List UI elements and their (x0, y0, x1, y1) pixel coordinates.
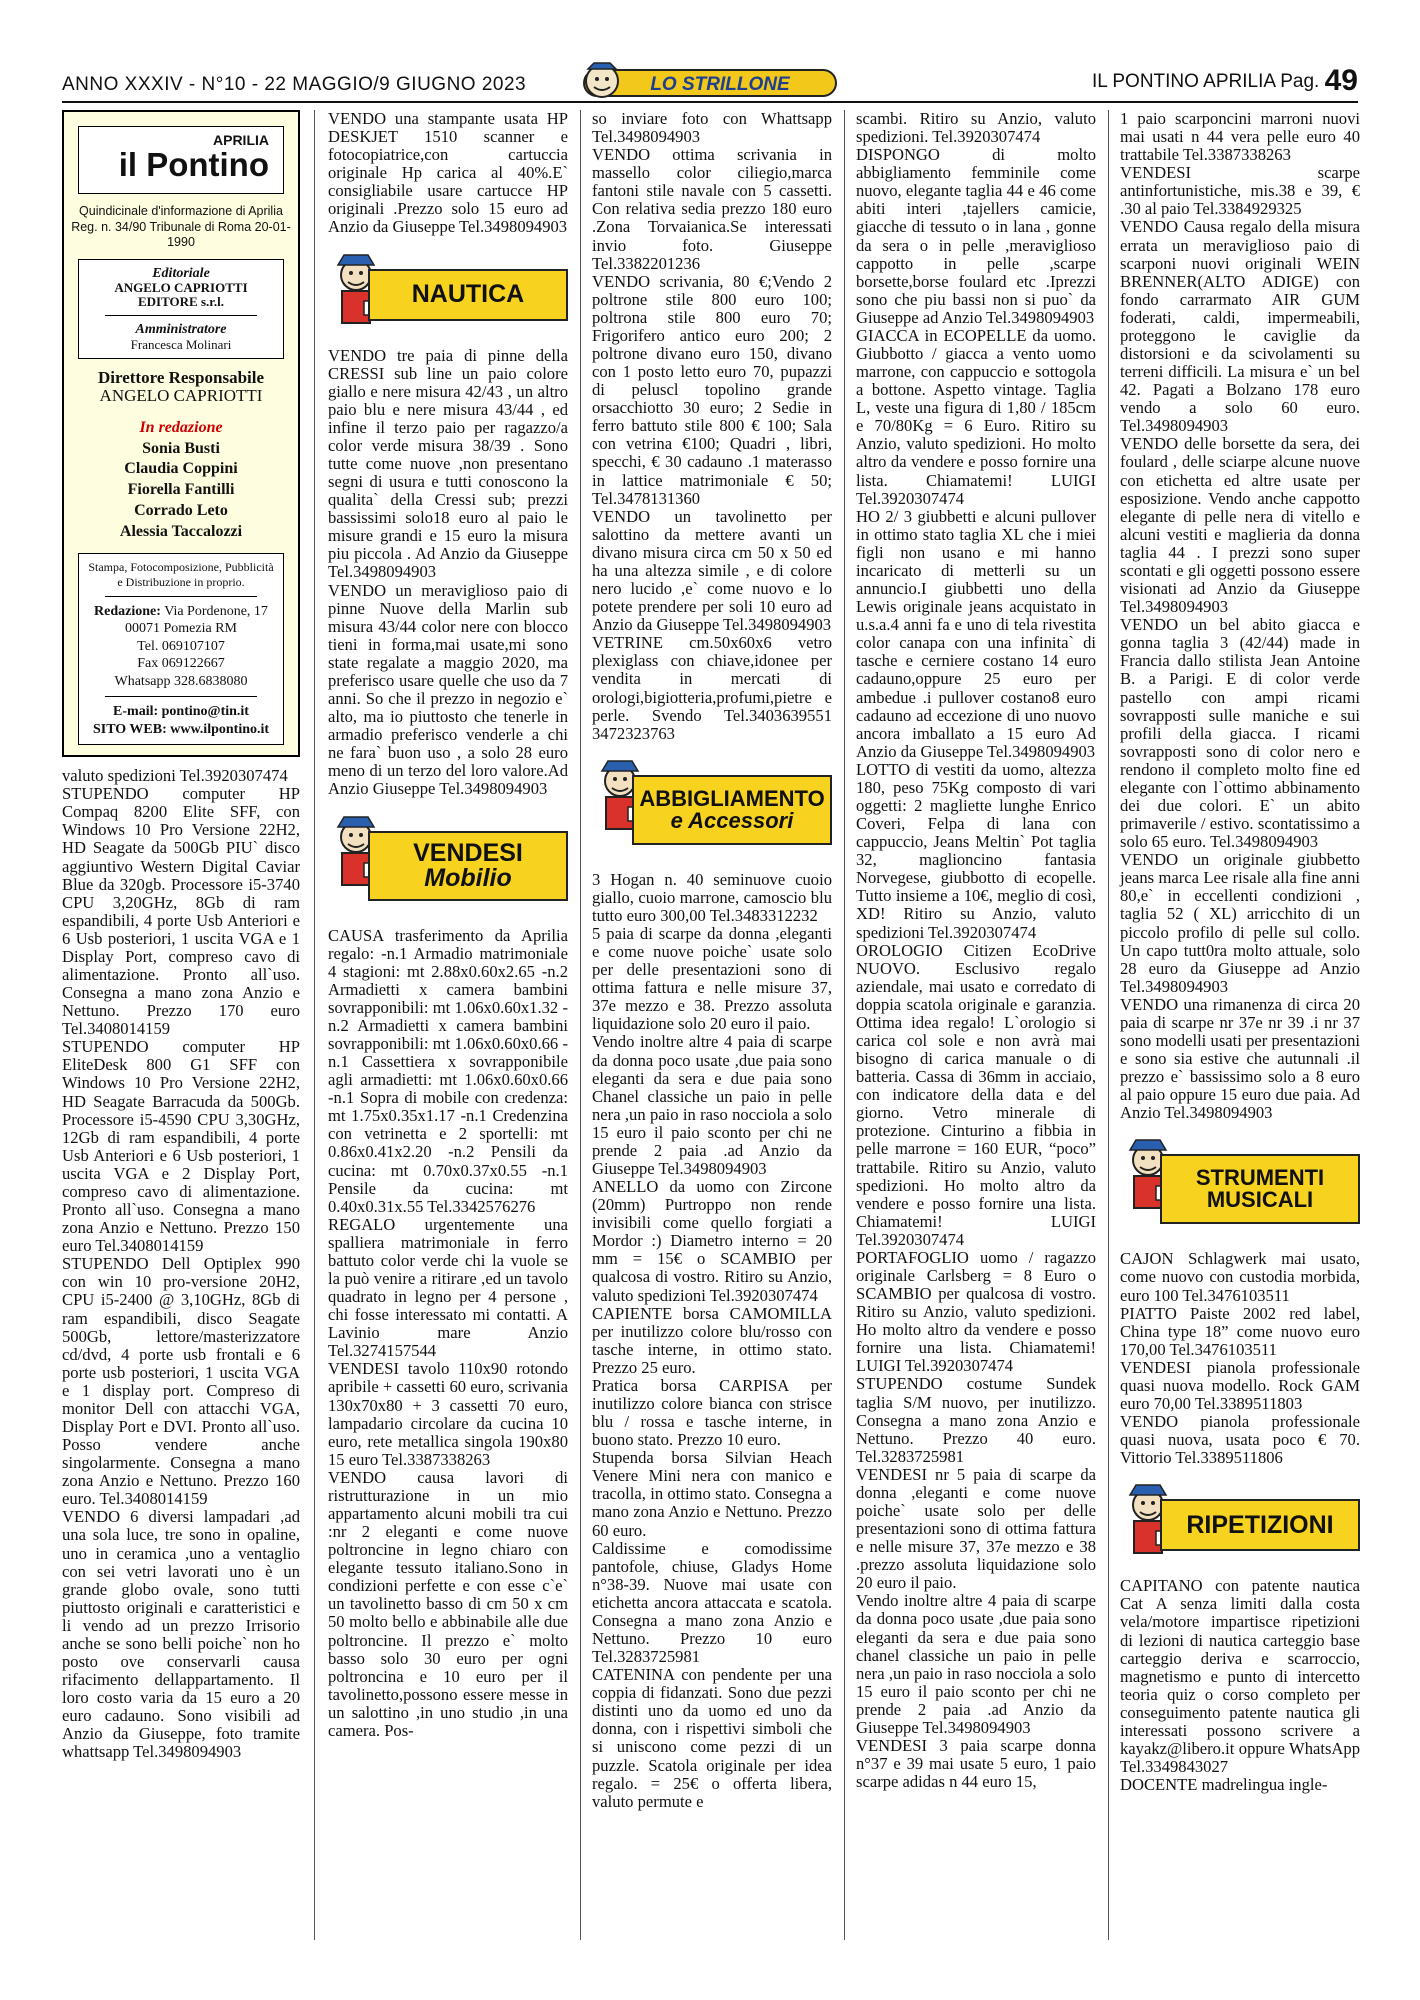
direttore-label: Direttore Responsabile (97, 367, 265, 387)
classified-ad: Caldissime e comodissime pantofole, chiuse, Gladys Home n°38-39. Nuove mai usate con etichetta ancora attaccata e scatola. Consegna a mano zona Anzio e Nettuno. Prezzo 10 euro Tel.3283725981 (592, 1538, 832, 1667)
section-banner-ripetizioni (1120, 1481, 1360, 1563)
whatsapp: Whatsapp 328.6838080 (114, 673, 248, 689)
website: SITO WEB: www.ilpontino.it (92, 721, 270, 737)
issue-line: ANNO XXXIV - N°10 - 22 MAGGIO/9 GIUGNO 2023 (62, 74, 527, 95)
paper-page (1092, 64, 1358, 98)
classified-ad: GIACCA in ECOPELLE da uomo. Giubbotto / giacca a vento uomo marrone, con cappuccio e sottogola a bottone. Aspetto vintage. Taglia L, veste una figura di 1,80 / 185cm e 70/80Kg = 6 Euro. Ritiro su Anzio, valuto spedizioni. Ho molto altro da vendere e posso fornire una lista. Chiamatemi! LUIGI Tel.3920307474 (856, 325, 1096, 508)
section-banner-vendesi-mobilio (328, 813, 568, 913)
classified-ad: 5 paia di scarpe da donna ,eleganti e come nuove poiche` usate solo per delle presentazioni sono di ottima fattura e nelle misure 37, 37e mezzo e 38. Prezzo assoluta liquidazione solo 20 euro il paio. (592, 923, 832, 1034)
classified-ad: VENDO un bel abito giacca e gonna taglia 3 (42/44) made in Francia dallo stilista Jean Antoine B. a Parigi. E di color verde pastello con ampi ricami sovrapposti sulle maniche e sui profili della giacca. I ricami sovrapposti sono di color nero e rendono il completo molto fine ed elegante con l`ottimo abbinamento dei due colori. E` un abito primaverile / estivo. scontatissimo a solo 65 euro. Tel.3498094903 (1120, 615, 1360, 852)
classified-ad: VENDO tre paia di pinne della CRESSI sub line un paio colore giallo e nere misura 42/43 , un altro paio blu e nere misura 43/44 , ed infine il terzo paio per ragazzo/a color verde misura 38/39 . Sono tutte come nuove ,non presentano segni di usura e tutti conoscono la qualita` della Cressi sub; prezzi bassissimi solo18 euro al paio le misure grandi e 15 euro la misura piu piccola . Ad Anzio da Giuseppe Tel.3498094903 (328, 345, 568, 582)
masthead-redazione (70, 418, 292, 543)
classified-ad: STUPENDO computer HP Compaq 8200 Elite SFF, con Windows 10 Pro Versione 22H2, HD Seagate da 500Gb PIU` disco aggiuntivo Western Digital Caviar Blue da 320gb. Processore i5-3740 CPU 3,20GHz, 8Gb di ram espandibili, 4 porte Usb Anteriori e 6 Usb posteriori, 1 uscita VGA e 1 Display Port, compreso cavo di alimentazione. Pronto all`uso. Consegna a mano zona Anzio e Nettuno. Prezzo 170 euro Tel.3408014159 (62, 784, 300, 1039)
classified-ad: CATENINA con pendente per una coppia di fidanzati. Sono due pezzi distinti uno da uomo ed uno da donna, con i rispettivi simboli che si uniscono come pezzi di un puzzle. Scatola originale per idea regalo. = 25€ o offerta libera, valuto permute e (592, 1665, 832, 1811)
classified-ad: REGALO urgentemente una spalliera matrimoniale in ferro battuto color verde chi la vuole se la può venire a ritirare ,ed un tavolo quadrato in legno per 4 persone , chi fosse interessato mi contatti. A Lavinio mare Anzio Tel.3274157544 (328, 1214, 568, 1361)
classified-ad: VETRINE cm.50x60x6 vetro plexiglass con chiave,idonee per vendita in mercati di orologi,bigiotteria,profumi,pietre e perle. Svendo Tel.3403639551 3472323763 (592, 633, 832, 743)
classified-ad: VENDESI pianola professionale quasi nuova modello. Rock GAM euro 70,00 Tel.3389511803 (1120, 1357, 1360, 1413)
classified-ad: PORTAFOGLIO uomo / ragazzo originale Carlsberg = 8 Euro o SCAMBIO per qualcosa di vostro. Ritiro su Anzio, valuto spedizioni. Ho molto altro da vendere e posso fornire una lista. Chiamatemi! LUIGI Tel.3920307474 (856, 1247, 1096, 1376)
column-divider (1108, 110, 1109, 1940)
classified-ad: CAUSA trasferimento da Aprilia regalo: -n.1 Armadio matrimoniale 4 stagioni: mt 2.88x0.60x2.65 -n.2 Armadietti x camera bambini sovrapponibili: mt 1.06x0.60x1.32 -n.2 Armadietti x camera bambini sovrapponibili: mt 1.06x0.60x0.66 -n.1 Cassettiera x sovrapponibile agli armadietti: mt 1.06x0.60x0.66 -n.1 Sopra di mobile con credenza: mt 1.75x0.35x1.17 -n.1 Credenzina con vetrinetta e 2 sportelli: mt 0.86x0.41x2.20 -n.2 Pensili da cucina: mt 0.70x0.37x0.55 -n.1 Pensile da cucina: mt 0.40x0.31x.55 Tel.3342576276 (328, 925, 568, 1216)
lo-strillone-logo (580, 60, 840, 102)
header-rule (62, 101, 1358, 103)
classified-ad: VENDO Causa regalo della misura errata un meraviglioso paio di scarponi nuovi originali WEIN BRENNER(ALTO ADIGE) con fondo carrarmato AIR GUM foderati, caldi, impermeabili, proteggono le caviglie da distorsioni e da scivolamenti su terreni difficili. La misura e` un bel 42. Pagati a Bolzano 178 euro vendo a solo 60 euro. Tel.3498094903 (1120, 217, 1360, 436)
section-title: ABBIGLIAMENTO e Accessori (632, 775, 832, 845)
classified-ad: VENDESI scarpe antinfortunistiche, mis.38 e 39, € .30 al paio Tel.3384929325 (1120, 163, 1360, 219)
column-divider (844, 110, 845, 1940)
classified-ad: VENDO un originale giubbetto jeans marca Lee risale alla fine anni 80,e` in eccellenti condizioni , taglia 52 ( XL) arricchito di un piccolo profilo di pelle sul collo. Un capo tutt0ra molto attuale, solo 28 euro da Giuseppe ad Anzio Tel.3498094903 (1120, 850, 1360, 996)
classified-ad: 3 Hogan n. 40 seminuove cuoio giallo, cuoio marrone, camoscio blu tutto euro 300,00 Tel.3483312232 (592, 869, 832, 925)
column-2 (328, 110, 568, 1740)
column-divider (580, 110, 581, 1940)
classified-ad: DISPONGO di molto abbigliamento femminile come nuovo, elegante taglia 44 e 46 come abiti interi ,tajellers camicie, giacche di tessuto o in lana , gonne da sera o in pelle ,meraviglioso cappotto in pelle ,scarpe borsette,borse foulard etc .Iprezzi sono che piu bassi non si puo` da Giuseppe ad Anzio Tel.3498094903 (856, 145, 1096, 327)
redazione-member: Alessia Taccalozzi (119, 522, 243, 540)
classified-ad: Pratica borsa CARPISA per inutilizzo colore bianca con strisce blu / rossa e tasche interne, in buono stato. Prezzo 10 euro. (592, 1375, 832, 1450)
column-divider (314, 110, 315, 1940)
redazione-member: Sonia Busti (142, 439, 220, 457)
classified-ad: VENDESI 3 paia scarpe donna n°37 e 39 mai usate 5 euro, 1 paio scarpe adidas n 44 euro 15, (856, 1736, 1096, 1792)
classified-ad: CAPITANO con patente nautica Cat A senza limiti dalla costa vela/motore impartisce ripetizioni di lezioni di nautica carteggio base carteggio deriva e scarroccio, magnetismo e punto di intercetto teoria quiz o corso completo per conseguimento patente nautica gli interessati possono scrivere a kayakz@libero.it oppure WhatsApp Tel.3349843027 (1120, 1576, 1360, 1777)
logo-text: LO STRILLONE (650, 74, 790, 95)
classified-ad: Vendo inoltre altre 4 paia di scarpe da donna poco usate ,due paia sono eleganti da sera e due paia sono chanel classiche un paio in pelle nera ,un paio in raso nocciola a solo 15 euro il paio sconto per chi ne prende 2 paia .ad Anzio da Giuseppe Tel.3498094903 (856, 1591, 1096, 1737)
column-5 (1120, 110, 1360, 1794)
masthead-director (70, 369, 292, 406)
classified-ad: STUPENDO Dell Optiplex 990 con win 10 pro-versione 20H2, CPU i5-2400 @ 3,10GHz, 8Gb di ram espandibili, disco Seagate 500Gb, lettore/masterizzatore cd/dvd, 4 porte usb frontali e 6 porte usb posteriori, 1 uscita VGA e 1 display port. Compreso di monitor Dell con attacchi VGA, Display Port e DVI. Pronto all`uso. Posso vendere anche singolarmente. Consegna a mano zona Anzio e Nettuno. Prezzo 160 euro. Tel.3408014159 (62, 1254, 300, 1509)
masthead-city: APRILIA (213, 132, 269, 148)
classified-ad: PIATTO Paiste 2002 red label, China type 18” come nuovo euro 170,00 Tel.3476103511 (1120, 1303, 1360, 1359)
classified-ad: CAJON Schlagwerk mai usato, come nuovo con custodia morbida, euro 100 Tel.3476103511 (1120, 1249, 1360, 1305)
classified-ad: 1 paio scarponcini marroni nuovi mai usati n 44 vera pelle euro 40 trattabile Tel.3387338263 (1120, 109, 1360, 165)
classified-ad: VENDO 6 diversi lampadari ,ad una sola luce, tre sono in opaline, uno in ceramica ,uno a ventaglio con sei vetri lavorati uno è un grande globo ovale, sono tutti piuttosto originali e caratteristici e li vendo ad un prezzo Irrisorio anche se sono belli poiche` non ho posto ove conservarli causa rifacimento dellappartamento. Il loro costo varia da 15 euro a 20 euro cadauno. Sono visibili ad Anzio da Giuseppe, foto tramite whattsapp Tel.3498094903 (62, 1507, 300, 1762)
section-banner-nautica (328, 251, 568, 333)
section-title: RIPETIZIONI (1160, 1499, 1360, 1551)
redazione-label: In redazione (139, 418, 223, 436)
redazione-member: Fiorella Fantilli (127, 481, 235, 499)
classified-ad: HO 2/ 3 giubbetti e alcuni pullover in ottimo stato taglia XL che i miei figli non usano e mi hanno incaricato di metterli su un annuncio.I giubbetti uno della Lewis originale jeans acquistato in u.s.a.4 anni fa e uno di tela rivestita color canapa con una infinita` di tasche e cerniere costano 14 euro cadauno,oppure 25 euro per ambedue .i pullover costano8 euro cadauno ad eccezione di uno nuovo ancora imballato a 15 euro Ad Anzio da Giuseppe Tel.3498094903 (856, 506, 1096, 761)
column-4 (856, 110, 1096, 1791)
classified-ad: VENDO ottima scrivania in massello color ciliegio,marca fantoni stile navale con 5 cassetti. Con relativa sedia prezzo 180 euro .Zona Torvaianica.Se interessati invio foto. Giuseppe Tel.3382201236 (592, 145, 832, 273)
editoriale-label: Editoriale (152, 265, 210, 281)
masthead-name: il Pontino (118, 146, 269, 183)
address-label: Redazione: (94, 603, 161, 619)
masthead-logo (78, 126, 284, 194)
classified-ad: VENDO pianola professionale quasi nuova, usata poco € 70. Vittorio Tel.3389511806 (1120, 1412, 1360, 1468)
section-title: VENDESI Mobilio (368, 831, 568, 901)
fax: Fax 069122667 (137, 656, 225, 672)
section-title: NAUTICA (368, 269, 568, 321)
masthead-box (62, 110, 300, 757)
classified-ad: VENDO una stampante usata HP DESKJET 1510 scanner e fotocopiatrice,con cartuccia originale Hp carica al 40%.E` consigliabile usare cartucce HP originali .Prezzo solo 15 euro ad Anzio da Giuseppe Tel.3498094903 (328, 109, 568, 237)
column-3 (592, 110, 832, 1811)
editoriale-value: ANGELO CAPRIOTTI EDITORE s.r.l. (114, 280, 248, 310)
amministratore-label: Amministratore (135, 322, 227, 338)
section-banner-strumenti-musicali (1120, 1136, 1360, 1236)
masthead-contacts (78, 553, 284, 746)
page-header (62, 62, 1358, 100)
classified-ad: ANELLO da uomo con Zircone (20mm) Purtroppo non rende invisibili come quello forgiati a Mordor :) Diametro interno = 20 mm = 15€ o SCAMBIO per qualcosa di vostro. Ritiro su Anzio, valuto spedizioni Tel.3920307474 (592, 1177, 832, 1305)
section-title: STRUMENTI MUSICALI (1160, 1154, 1360, 1224)
classified-ad: CAPIENTE borsa CAMOMILLA per inutilizzo colore blu/rosso con tasche interne, in ottimo stato. Prezzo 25 euro. (592, 1303, 832, 1377)
masthead-editor-box (78, 259, 284, 359)
classified-ad: Vendo inoltre altre 4 paia di scarpe da donna poco usate ,due paia sono eleganti da sera e due paia sono Chanel classiche un paio in pelle nera ,un paio in raso nocciola a solo 15 euro il paio sconto per chi ne prende 2 paia .ad Anzio da Giuseppe Tel.3498094903 (592, 1032, 832, 1178)
redazione-member: Corrado Leto (134, 502, 228, 520)
classified-ad: STUPENDO computer HP EliteDesk 800 G1 SFF con Windows 10 Pro Versione 22H2, HD Seagate Barracuda da 500Gb. Processore i5-4590 CPU 3,30GHz, 12Gb di ram espandibili, 4 porte Usb Anteriori e 6 Usb posteriori, 1 uscita VGA e 2 Display Port, compreso cavo di alimentazione. Pronto all`uso. Consegna a mano zona Anzio e Nettuno. Prezzo 150 euro Tel.3408014159 (62, 1037, 300, 1256)
classified-ad: LOTTO di vestiti da uomo, altezza 180, peso 75Kg composto di vari oggetti: 2 magliette lunghe Enrico Coveri, Felpa di lana con cappuccio, Jeans Meltin` Pot taglia 32, maglioncino fantasia Norvegese, giubbotto di ecopelle. Tutto insieme a 10€, meglio di così, XD! Ritiro su Anzio, valuto spedizioni Tel.3920307474 (856, 759, 1096, 942)
amministratore-value: Francesca Molinari (130, 336, 232, 352)
classified-ad: scambi. Ritiro su Anzio, valuto spedizioni. Tel.3920307474 (856, 109, 1096, 147)
classified-ad: VENDO una rimanenza di circa 20 paia di scarpe nr 37e nr 39 .i nr 37 sono modelli usati per presentazioni e sono sia estive che autunnali .il prezzo e` bassissimo solo a 8 euro al paio oppure 15 euro due paia. Ad Anzio Tel.3498094903 (1120, 994, 1360, 1123)
classified-ad: VENDO un meraviglioso paio di pinne Nuove della Marlin sub misura 43/44 color nere con blocco tieni in forma,mai usate,mi sono state regalate a maggio 2020, ma preferisco usare quelle che uso da 7 anni. So che il prezzo in negozio e` alto, ma io piuttosto che tenerle in armadio preferisco venderle a chi ne fara` buon uso , a solo 28 euro meno di un terzo del loro valore.Ad Anzio Giuseppe Tel.3498094903 (328, 580, 568, 799)
paper-name: IL PONTINO APRILIA Pag. (1091, 71, 1320, 92)
classified-ad: VENDESI nr 5 paia di scarpe da donna ,eleganti e come nuove poiche` usate solo per delle presentazioni sono di ottima fattura e nelle misure 37, 37e mezzo e 38 .prezzo assoluta liquidazione solo 20 euro il paio. (856, 1464, 1096, 1593)
stampa-note: Stampa, Fotocomposizione, Pubblicità e Distribuzione in proprio. (88, 559, 274, 589)
classified-ad: VENDESI tavolo 110x90 rotondo apribile + cassetti 60 euro, scrivania 130x70x80 + 3 cassetti 70 euro, lampadario circolare da cucina 10 euro, rete metallica singola 190x80 15 euro Tel.3387338263 (328, 1359, 568, 1469)
classified-ad: OROLOGIO Citizen EcoDrive NUOVO. Esclusivo regalo aziendale, mai usato e corredato di doppia scatola originale e garanzia. Ottima idea regalo! L`orologio si carica col sole e non avrà mai bisogno di carica manuale o di batteria. Cassa di 36mm in acciaio, con indicatore della data e del giorno. Vetro minerale di protezione. Cinturino a fibbia in pelle marrone = 160 EUR, “poco” trattabile. Ritiro su Anzio, valuto spedizioni. Ho molto altro da vendere e posso fornire una lista. Chiamatemi! LUIGI Tel.3920307474 (856, 940, 1096, 1249)
classified-ad: VENDO un tavolinetto per salottino da mettere avanti un divano misura circa cm 50 x 50 ed ha una altezza simile , e di colore nero lucido ,e` come nuovo e lo potete prendere per soli 10 euro ad Anzio da Giuseppe Tel.3498094903 (592, 506, 832, 635)
tel: Tel. 069107107 (137, 638, 225, 654)
section-banner-abbigliamento (592, 757, 832, 857)
classified-ad: VENDO scrivania, 80 €;Vendo 2 poltrone stile 800 euro 100; poltrona stile 800 euro 70; Frigorifero antico euro 200; 2 poltrone divano euro 150, divano con 1 posto letto euro 70, pupazzi di peluscl topolino grande orsacchiotto 30 euro; 2 Sedie in ferro battuto stile 800 € 100; Sala con vetrina €100; Quadri , libri, specchi, € 30 cadauno .1 materasso in lattice matrimoniale € 50; Tel.3478131360 (592, 271, 832, 508)
column-1 (62, 110, 300, 1761)
classified-ad: VENDO delle borsette da sera, dei foulard , delle sciarpe alcune nuove con etichetta ed altre usate per esposizione. Vendo anche cappotto elegante di pelle nera di vitello e alcuni vestiti e maglieria da donna taglia 44 . I prezzi sono super scontati e gli oggetti possono essere visionati ad Anzio da Giuseppe Tel.3498094903 (1120, 434, 1360, 617)
classified-ad: DOCENTE madrelingua ingle- (1120, 1775, 1328, 1795)
classified-ad: so inviare foto con Whattsapp Tel.3498094903 (592, 109, 832, 147)
direttore-value: ANGELO CAPRIOTTI (99, 386, 263, 406)
redazione-member: Claudia Coppini (124, 460, 238, 478)
classified-ad: valuto spedizioni Tel.3920307474 (62, 766, 288, 786)
classified-ad: Stupenda borsa Silvian Heach Venere Mini nera con manico e tracolla, in ottimo stato. Consegna a mano zona Anzio e Nettuno. Prezzo 60 euro. (592, 1448, 832, 1540)
classified-ad: STUPENDO costume Sundek taglia S/M nuovo, per inutilizzo. Consegna a mano zona Anzio e Nettuno. Prezzo 40 euro. Tel.3283725981 (856, 1374, 1096, 1466)
classified-ad: VENDO causa lavori di ristrutturazione in un mio appartamento alcuni mobili tra cui :nr 2 eleganti e come nuove poltroncine in legno chiaro con elegante tessuto italiano.Sono in condizioni perfette e con esse c`e` un tavolinetto basso di cm 50 x cm 50 molto bello e abbinabile alle due poltroncine. Il prezzo e` molto basso solo 30 euro per ogni poltroncina e 10 euro per il tavolinetto,possono essere messe in un salottino ,in uno studio ,in una camera. Pos- (328, 1467, 568, 1740)
page-number: 49 (1324, 64, 1358, 97)
masthead-subtitle: Quindicinale d'informazione di Aprilia Reg. n. 34/90 Tribunale di Roma 20-01-1990 (71, 204, 291, 250)
email: E-mail: pontino@tin.it (113, 704, 249, 720)
address: Via Pordenone, 17 00071 Pomezia RM (125, 603, 268, 637)
